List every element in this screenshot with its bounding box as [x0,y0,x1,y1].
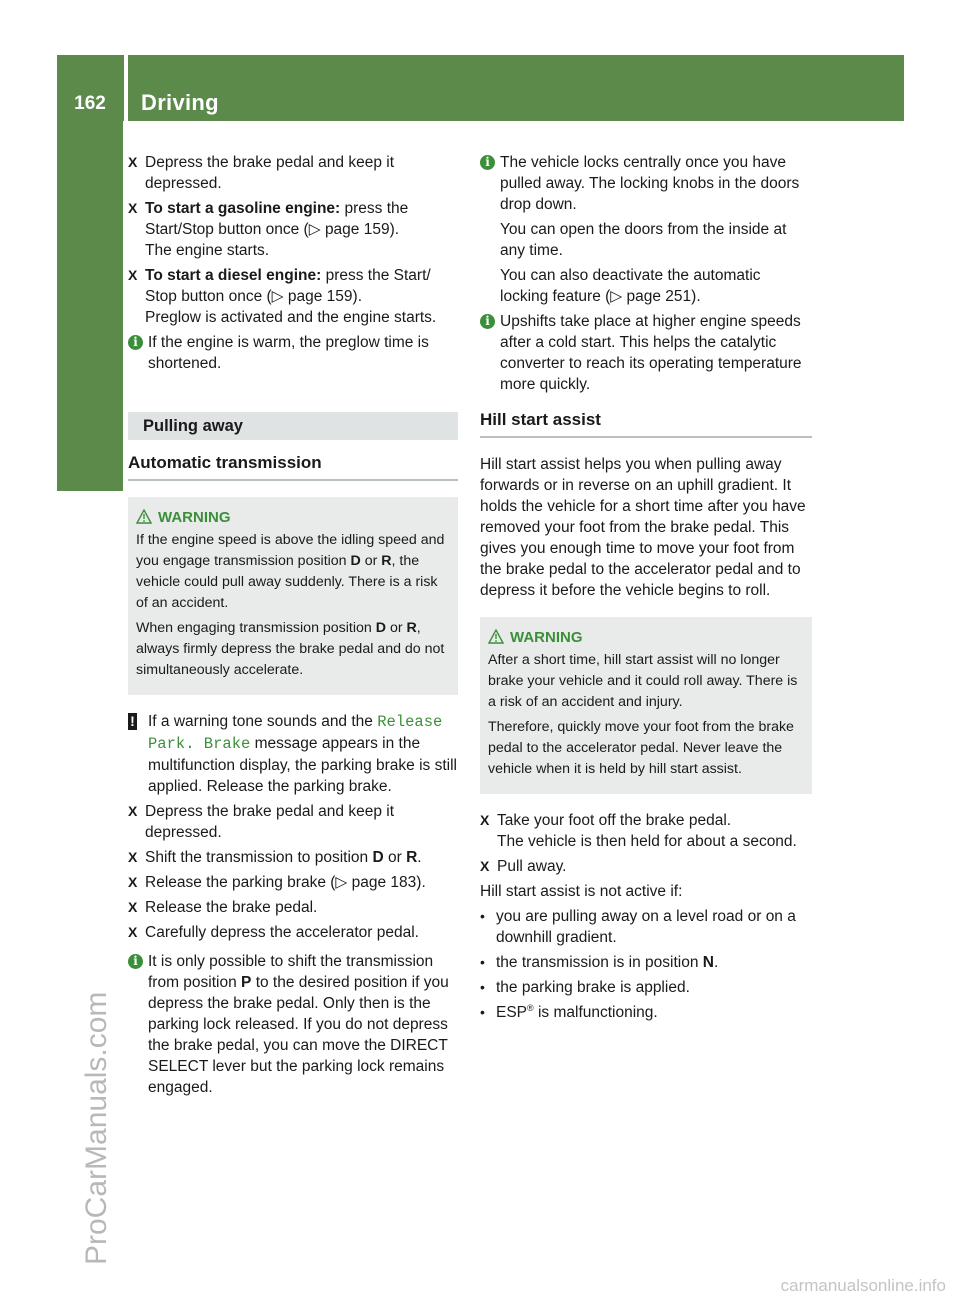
step-arrow-icon: X [480,858,490,874]
page-number: 162 [74,93,106,114]
bullet-icon: • [480,954,485,970]
warning-triangle-icon [488,629,504,644]
header-divider [124,55,128,121]
step-item: X Shift the transmission to position D or R. [128,849,422,866]
display-message: Release Park. Brake [148,713,443,753]
step-arrow-icon: X [128,803,138,819]
step-arrow-icon: X [128,200,138,216]
step-item: X To start a gasoline engine: press the Start/Stop button once (▷ page 159). The engine starts. [128,198,458,261]
step-item: X Depress the brake pedal and keep it depressed. [128,154,395,192]
info-note: i Upshifts take place at higher engine speeds after a cold start. This helps the catalytic converter to reach its operating temperature more quickly. [480,311,812,395]
info-note: i It is only possible to shift the transmission from position P to the desired position if you depress the brake pedal. Only then is the parking lock released. If you do not depress the brake pedal, you can move the DIRECT SELECT lever but the parking lock remains engaged. [128,951,458,1098]
step-item: X Carefully depress the accelerator pedal. [128,924,419,941]
list-item: • the parking brake is applied. [480,979,690,996]
step-arrow-icon: X [480,812,490,828]
step-result: The vehicle is then held for about a second. [497,833,797,850]
section-subheading: Pulling away [128,412,458,440]
step-item: X Pull away. [480,858,567,875]
step-arrow-icon: X [128,874,138,890]
warning-box [128,497,458,695]
warning-triangle-icon [136,509,152,524]
info-icon: i [480,314,495,329]
inactive-intro: Hill start assist is not active if: [480,883,683,900]
info-note: i If the engine is warm, the preglow time is shortened. [128,332,458,374]
step-arrow-icon: X [128,849,138,865]
info-note: i The vehicle locks centrally once you have pulled away. The locking knobs in the doors drop down. You can open the doors from the inside at any time. You can also deactivate the automatic locking feature (▷ page 251). [480,152,812,307]
warning-heading: WARNING [136,507,450,528]
exclamation-icon: ! [128,713,137,730]
watermark-bottom: carmanualsonline.info [780,1276,946,1295]
step-result: The engine starts. [145,242,270,259]
chapter-side-label: Driving and parking [84,226,114,480]
warning-box [480,617,812,794]
section-heading: Automatic transmission [128,452,458,481]
step-item: X Release the parking brake (▷ page 183). [128,874,426,891]
step-arrow-icon: X [128,924,138,940]
list-item: • the transmission is in position N. [480,954,719,971]
warning-heading: WARNING [488,627,804,648]
list-item: • you are pulling away on a level road or on a downhill gradient. [480,908,796,946]
bullet-icon: • [480,979,485,995]
step-arrow-icon: X [128,154,138,170]
step-item: X Take your foot off the brake pedal. The vehicle is then held for about a second. [480,810,812,852]
step-arrow-icon: X [128,899,138,915]
intro-paragraph: Hill start assist helps you when pulling away forwards or in reverse on an uphill gradient. It holds the vehicle for a short time after you have removed your foot from the brake pedal. This gives you enough time to move your foot from the brake pedal to the accelerator pedal and to depress it before the vehicle begins to roll. [480,456,806,599]
step-arrow-icon: X [128,267,138,283]
info-icon: i [480,155,495,170]
step-item: X Release the brake pedal. [128,899,318,916]
info-icon: i [128,335,143,350]
bullet-icon: • [480,908,485,924]
warning-text: After a short time, hill start assist will no longer brake your vehicle and it could roll away. There is a risk of an accident and injury. [488,652,798,710]
notice-note: ! If a warning tone sounds and the Release Park. Brake message appears in the multifunction display, the parking brake is still applied. Release the parking brake. [128,711,458,797]
bullet-icon: • [480,1004,485,1020]
warning-text: Therefore, quickly move your foot from the brake pedal to the accelerator pedal. Never leave the vehicle when it is held by hill start assist. [488,719,794,777]
warning-text: If the engine speed is above the idling speed and you engage transmission position D or R, the vehicle could pull away suddenly. There is a risk of an accident. [136,532,445,611]
list-item: • ESP® is malfunctioning. [480,1002,658,1021]
right-column [480,152,812,1027]
warning-text: When engaging transmission position D or R, always firmly depress the brake pedal and do not simultaneously accelerate. [136,620,445,678]
section-title: Driving [141,90,219,115]
info-icon: i [128,954,143,969]
section-heading: Hill start assist [480,409,812,438]
step-item: X To start a diesel engine: press the Start/ Stop button once (▷ page 159). Preglow is activated and the engine starts. [128,265,458,328]
left-column [128,152,458,1102]
watermark-side: ProCarManuals.com [80,991,113,1265]
step-result: Preglow is activated and the engine starts. [145,309,437,326]
step-item: X Depress the brake pedal and keep it depressed. [128,803,395,841]
